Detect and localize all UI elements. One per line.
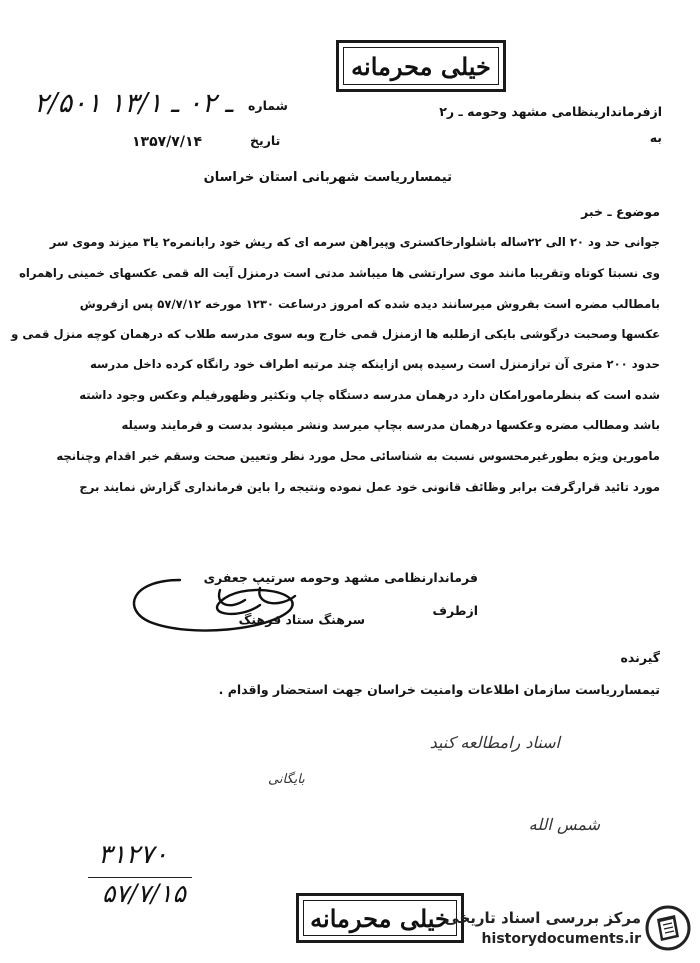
header-subject: موضوع ـ خبر [581, 204, 660, 219]
watermark-url: historydocuments.ir [481, 931, 641, 947]
handwritten-number: ۳۱۲۷۰ [98, 840, 168, 870]
stamp-text: خیلی محرمانه [310, 903, 450, 933]
header-recipient: تیمساررياست شهربانی استان خراسان [203, 170, 452, 185]
handwritten-underline [88, 877, 192, 878]
signature-line-1: فرماندارنظامی مشهد وحومه سرتیپ جعفری [203, 570, 478, 585]
archive-logo-icon [645, 905, 691, 951]
recipients-label: گیرنده [620, 650, 660, 665]
handwritten-file-number: ۲/۵۰۱ ـ ۰۲ ـ ۱۳/۱ [34, 88, 233, 119]
signature-from-label: ازطرف [432, 603, 478, 618]
body-line-3: بامطالب مضره است بفروش میرسانند دیده شده که امروز درساعت ۱۲۳۰ مورخه ۵۷/۷/۱۲ پس ازفروش [79, 297, 660, 311]
handwritten-note-2: بایگانی [268, 772, 305, 787]
body-line-5: حدود ۲۰۰ متری آن ترازمنزل است رسیده پس ازاینکه چند مرتبه اطراف خود رانگاه کرده داخل مدرسه [90, 357, 660, 371]
body-line-7: باشد ومطالب مضره وعکسها درهمان مدرسه بچاپ میرسد ونشر میشود بدست و فرمایند وسیله [121, 418, 660, 432]
header-to-label: به [649, 130, 662, 145]
handwritten-date: ۵۷/۷/۱۵ [102, 879, 186, 908]
body-line-8: مامورین ویژه بطورغیرمحسوس نسبت به شناسائی محل مورد نظر وتعیین صحت وسقم خبر اقدام وچنانچه [56, 449, 660, 463]
signature-scribble [120, 560, 320, 640]
handwritten-note-1: اسناد رامطالعه کنید [429, 733, 560, 752]
body-line-4: عکسها وصحبت درگوشی بایکی ازطلبه ها ازمنزل قمی خارج وبه سوی مدرسه طلاب که درهمان کوچه منزل قمی و [11, 327, 660, 341]
recipients-line: تیمساررياست سازمان اطلاعات وامنیت خراسان جهت استحضار واقدام . [218, 682, 660, 697]
body-line-6: شده است که بنظرمامورامکان دارد درهمان مدرسه دستگاه چاپ وتکثیر وظهورفیلم وعکس وجود داشته [79, 388, 660, 402]
date-value: ۱۳۵۷/۷/۱۴ [132, 134, 203, 150]
watermark [425, 903, 695, 955]
date-label: تاریخ [250, 133, 281, 148]
number-label: شماره [248, 98, 288, 113]
stamp-text: خیلی محرمانه [351, 51, 491, 81]
header-from: ازفرماندارینظامی مشهد وحومه ـ ر۲ [439, 104, 662, 119]
body-line-9: مورد تائید قرارگرفت برابر وظائف قانونی خود عمل نموده ونتیجه را باین فرمانداری گزارش نمایند برج [79, 480, 660, 494]
body-line-2: وی نسبتا کوتاه وتقریبا مانند موی سرارتشی ها میباشد مدتی است درمنزل آیت اله قمی عکسهای خمینی راهمراه [19, 266, 660, 280]
handwritten-name: شمس الله [528, 815, 600, 834]
body-line-1: جوانی حد ود ۲۰ الی ۲۲ساله باشلوارخاکستری وپیراهن سرمه ای که ریش خود رابانمره۲ یا۳ میزند وموی سر [49, 235, 660, 249]
classification-stamp-top [336, 40, 506, 92]
signature-line-2: سرهنگ ستاد فرهنگ [238, 612, 365, 627]
watermark-title: مرکز بررسی اسناد تاریخی [444, 909, 641, 927]
